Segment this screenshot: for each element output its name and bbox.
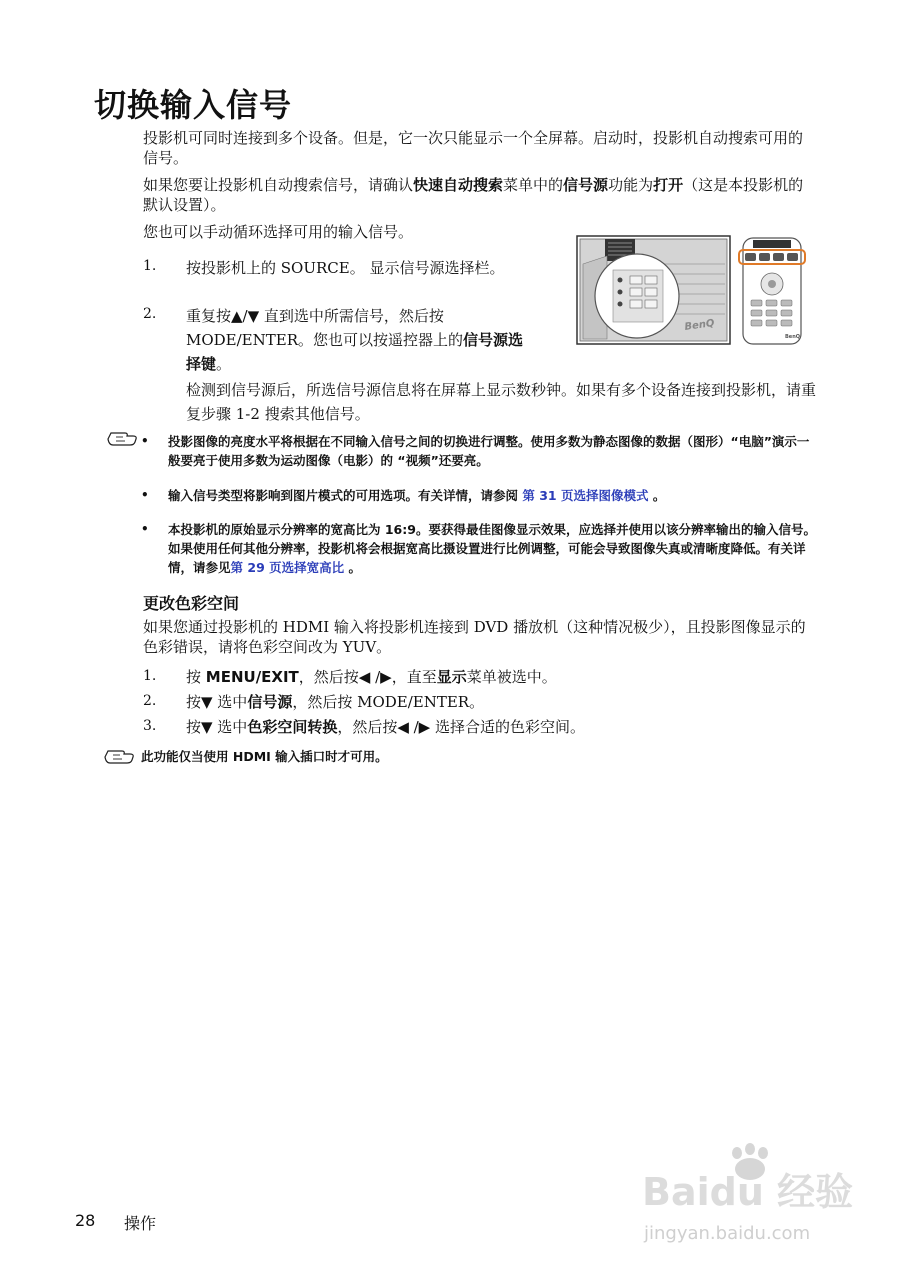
section-intro: 如果您通过投影机的 HDMI 输入将投影机连接到 DVD 播放机（这种情况极少），且投影图像显示的色彩错误，请将色彩空间改为 YUV。 <box>143 618 806 656</box>
step-number: 1. <box>143 668 157 684</box>
projector-remote-figure <box>575 234 807 347</box>
footer-section: 操作 <box>124 1214 157 1233</box>
step-text: 重复按▲/▼ 直到选中所需信号，然后按 MODE/ENTER。您也可以按遥控器上的信号源选择键。 <box>186 307 524 373</box>
page-31-link[interactable]: 第 31 页选择图像模式 <box>522 488 649 503</box>
section-heading: 更改色彩空间 <box>143 594 240 613</box>
note-item: 输入信号类型将影响到图片模式的可用选项。有关详情，请参阅 第 31 页选择图像模式 。 <box>168 488 666 503</box>
brand-logo: BenQ <box>683 317 716 333</box>
step-number: 2. <box>143 306 157 322</box>
baidu-url: jingyan.baidu.com <box>644 1223 811 1244</box>
baidu-logo: Baidu 经验 <box>642 1170 854 1214</box>
hand-pointer-icon <box>107 430 141 454</box>
intro-paragraph-2: 如果您要让投影机自动搜索信号，请确认快速自动搜索菜单中的信号源功能为打开（这是本投影机的默认设置）。 <box>143 176 804 214</box>
note-bullet: • <box>141 488 149 502</box>
step-text: 按▼ 选中信号源，然后按 MODE/ENTER。 <box>186 693 485 711</box>
note-bullet: • <box>141 434 149 448</box>
remote-brand-logo: BenQ <box>785 334 801 340</box>
note-item: 此功能仅当使用 HDMI 输入插口时才可用。 <box>141 749 388 764</box>
intro-paragraph-1: 投影机可同时连接到多个设备。但是，它一次只能显示一个全屏幕。启动时，投影机自动搜索可用的信号。 <box>143 129 804 167</box>
step-number: 3. <box>143 718 157 734</box>
step-number: 1. <box>143 258 157 274</box>
page-29-link[interactable]: 第 29 页选择宽高比 <box>230 560 345 575</box>
page-number: 28 <box>75 1211 96 1230</box>
step-text: 按▼ 选中色彩空间转换，然后按◀ /▶ 选择合适的色彩空间。 <box>186 718 585 736</box>
note-item: 本投影机的原始显示分辨率的宽高比为 16:9。要获得最佳图像显示效果，应选择并使用以该分辨率输出的输入信号。如果使用任何其他分辨率，投影机将会根据宽高比摄设置进行比例调整，可能会导致图像失真或清晰度降低。有关详情，请参见第 29 页选择宽高比 。 <box>168 522 816 575</box>
detect-paragraph: 检测到信号源后，所选信号源信息将在屏幕上显示数秒钟。如果有多个设备连接到投影机，请重复步骤 1-2 搜索其他信号。 <box>186 381 817 423</box>
hand-pointer-icon <box>104 748 138 772</box>
step-text: 按投影机上的 SOURCE。 显示信号源选择栏。 <box>186 259 505 277</box>
step-number: 2. <box>143 693 157 709</box>
page-title: 切换输入信号 <box>94 86 293 124</box>
step-text: 按 MENU/EXIT，然后按◀ /▶，直至显示菜单被选中。 <box>186 668 557 686</box>
baidu-watermark <box>640 1143 870 1248</box>
note-item: 投影图像的亮度水平将根据在不同输入信号之间的切换进行调整。使用多数为静态图像的数据（图形）“电脑”演示一般要亮于使用多数为运动图像（电影）的 “视频”还要亮。 <box>168 434 810 468</box>
intro-paragraph-3: 您也可以手动循环选择可用的输入信号。 <box>143 223 414 241</box>
note-bullet: • <box>141 522 149 536</box>
